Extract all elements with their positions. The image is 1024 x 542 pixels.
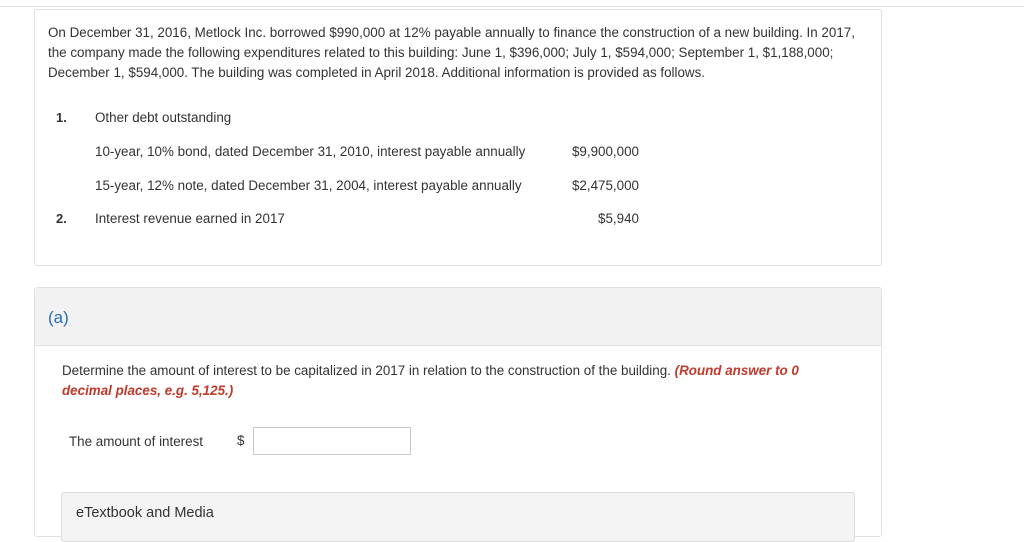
item-label: 10-year, 10% bond, dated December 31, 2010, interest payable annually bbox=[95, 144, 526, 159]
part-header bbox=[35, 288, 881, 346]
etextbook-media-button[interactable] bbox=[61, 492, 855, 542]
item-number: 2. bbox=[56, 211, 67, 226]
additional-info-table bbox=[35, 10, 883, 267]
problem-statement-card bbox=[34, 9, 882, 266]
part-a-card bbox=[34, 287, 882, 537]
currency-symbol: $ bbox=[237, 433, 245, 448]
rounding-note: (Round answer to 0 decimal places, e.g. 5,125.) bbox=[62, 363, 799, 398]
item-label: Interest revenue earned in 2017 bbox=[95, 211, 285, 226]
etextbook-media-label: eTextbook and Media bbox=[76, 505, 214, 521]
item-amount: $5,940 bbox=[598, 211, 639, 226]
item-amount: $2,475,000 bbox=[571, 178, 639, 193]
answer-label: The amount of interest bbox=[69, 434, 203, 449]
item-number: 1. bbox=[56, 110, 67, 125]
question-body: Determine the amount of interest to be capitalized in 2017 in relation to the construction of the building. bbox=[62, 363, 671, 378]
item-amount: $9,900,000 bbox=[571, 144, 639, 159]
problem-text: On December 31, 2016, Metlock Inc. borrowed $990,000 at 12% payable annually to finance the construction of a new building. In 2017, the company made the following expenditures related to this building: June 1, $396,000; July 1, $594,000; September 1, $1,188,000; December 1, $594,000. The building was completed in April 2018. Additional information is provided as follows. bbox=[48, 25, 855, 80]
interest-amount-input[interactable] bbox=[253, 427, 411, 455]
part-label: (a) bbox=[48, 308, 69, 327]
item-label: 15-year, 12% note, dated December 31, 2004, interest payable annually bbox=[95, 178, 522, 193]
top-divider bbox=[0, 6, 1024, 7]
question-text bbox=[62, 361, 842, 401]
item-label: Other debt outstanding bbox=[95, 110, 232, 125]
